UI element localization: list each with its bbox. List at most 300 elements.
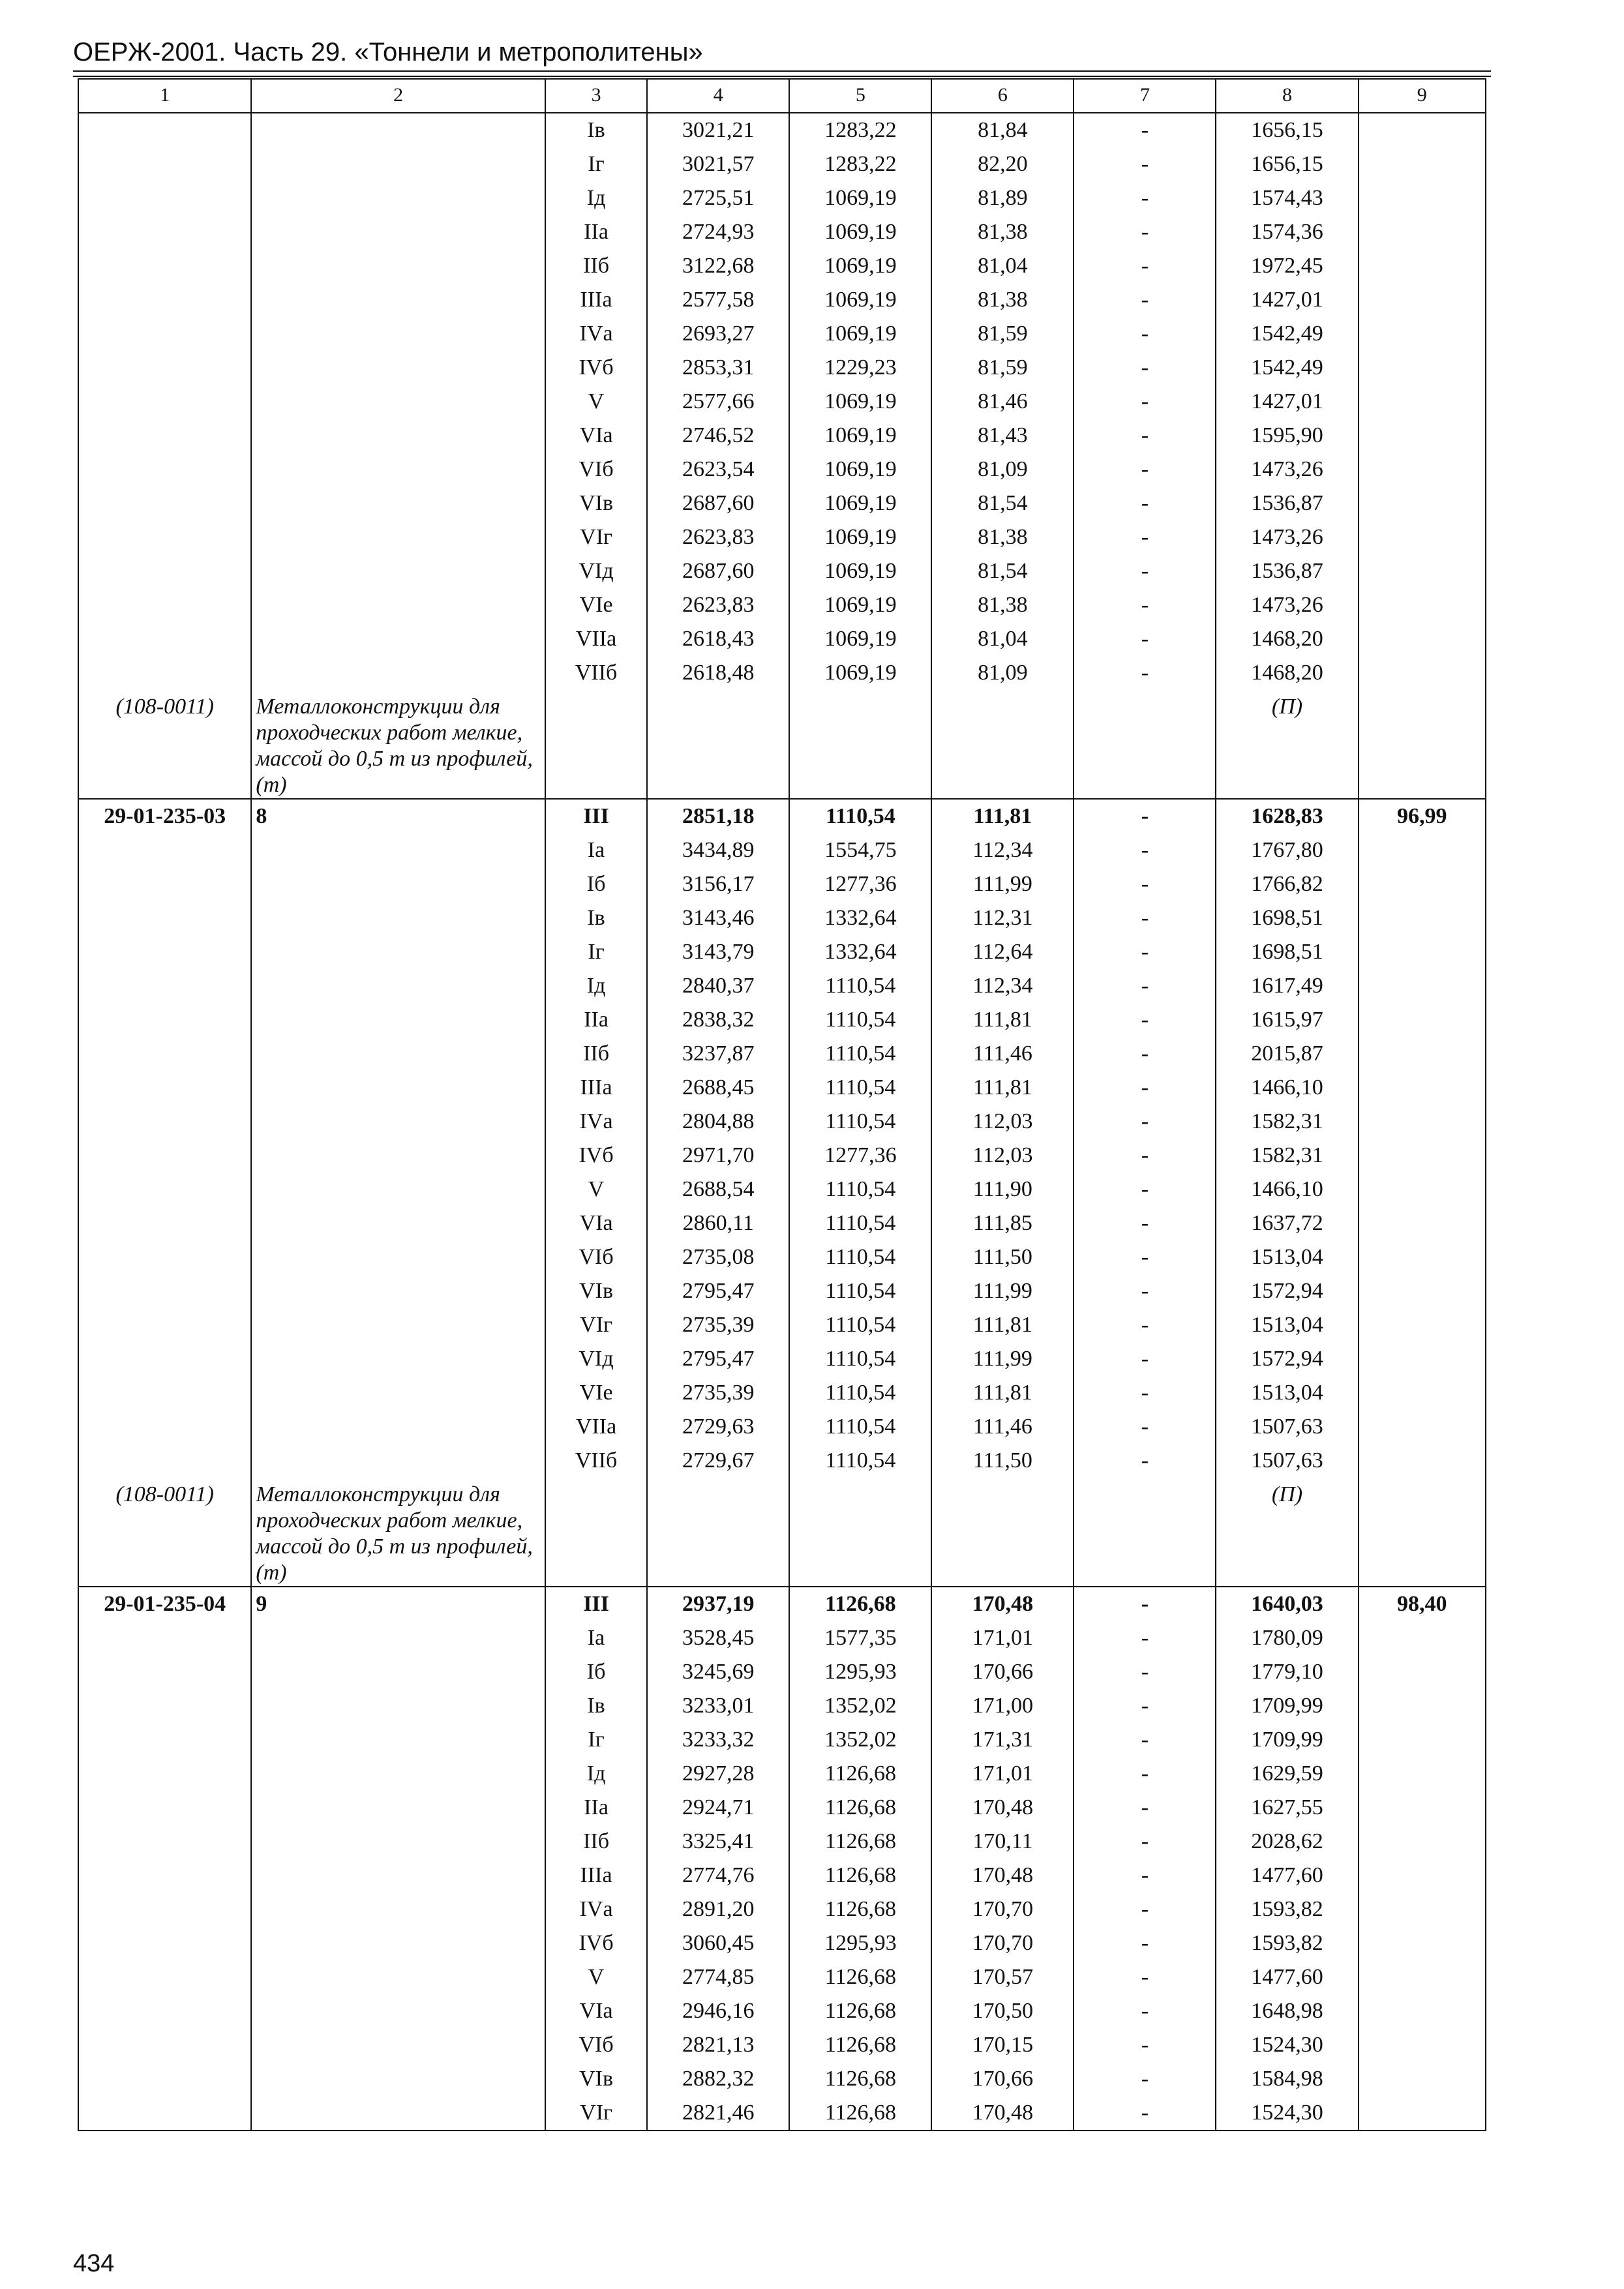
total-cell xyxy=(1359,1859,1486,1893)
value-cell: - xyxy=(1074,1105,1216,1139)
value-cell: 1069,19 xyxy=(789,385,931,419)
total-cell xyxy=(1359,2028,1486,2062)
value-cell: 1069,19 xyxy=(789,588,931,622)
value-cell: - xyxy=(1074,969,1216,1003)
total-cell xyxy=(1359,1376,1486,1410)
value-cell: 2795,47 xyxy=(647,1342,789,1376)
number-cell xyxy=(251,1825,545,1859)
value-cell: 1126,68 xyxy=(789,1960,931,1994)
value-cell: 3156,17 xyxy=(647,867,789,901)
value-cell: 1507,63 xyxy=(1216,1444,1358,1478)
number-cell xyxy=(251,249,545,283)
value-cell: 1126,68 xyxy=(789,1825,931,1859)
value-cell: 1110,54 xyxy=(789,1003,931,1037)
value-cell: 111,81 xyxy=(931,799,1074,833)
value-cell: 2821,46 xyxy=(647,2096,789,2131)
value-cell: 170,66 xyxy=(931,1655,1074,1689)
value-cell: VIа xyxy=(545,419,647,453)
value-cell: 1640,03 xyxy=(1216,1587,1358,1621)
table-row xyxy=(78,1206,1486,1240)
table-row xyxy=(78,249,1486,283)
value-cell: 1473,26 xyxy=(1216,453,1358,486)
table-row xyxy=(78,1139,1486,1173)
value-cell: 1069,19 xyxy=(789,656,931,690)
value-cell: 1427,01 xyxy=(1216,283,1358,317)
value-cell: - xyxy=(1074,833,1216,867)
value-cell: IIб xyxy=(545,1825,647,1859)
value-cell: 111,81 xyxy=(931,1071,1074,1105)
value-cell: 1126,68 xyxy=(789,2096,931,2131)
value-cell: 1110,54 xyxy=(789,1410,931,1444)
number-cell xyxy=(251,1342,545,1376)
value-cell: 2946,16 xyxy=(647,1994,789,2028)
code-cell xyxy=(78,147,251,181)
value-cell: 111,90 xyxy=(931,1173,1074,1206)
value-cell: 112,03 xyxy=(931,1139,1074,1173)
code-cell xyxy=(78,1723,251,1757)
value-cell: 2725,51 xyxy=(647,181,789,215)
value-cell: 1110,54 xyxy=(789,799,931,833)
value-cell: - xyxy=(1074,1173,1216,1206)
value-cell: 2688,54 xyxy=(647,1173,789,1206)
value-cell: 1709,99 xyxy=(1216,1689,1358,1723)
value-cell: VIе xyxy=(545,588,647,622)
total-cell xyxy=(1359,1621,1486,1655)
value-cell: 170,11 xyxy=(931,1825,1074,1859)
value-cell: IVа xyxy=(545,1893,647,1926)
value-cell: 171,31 xyxy=(931,1723,1074,1757)
value-cell: 171,01 xyxy=(931,1757,1074,1791)
value-cell: 1352,02 xyxy=(789,1689,931,1723)
value-cell: 3122,68 xyxy=(647,249,789,283)
code-cell xyxy=(78,1071,251,1105)
code-cell xyxy=(78,1689,251,1723)
value-cell: 81,09 xyxy=(931,656,1074,690)
value-cell: 1126,68 xyxy=(789,1994,931,2028)
value-cell: 1554,75 xyxy=(789,833,931,867)
number-cell xyxy=(251,1621,545,1655)
total-cell xyxy=(1359,453,1486,486)
value-cell: 1277,36 xyxy=(789,1139,931,1173)
number-cell xyxy=(251,969,545,1003)
code-cell xyxy=(78,520,251,554)
code-cell xyxy=(78,588,251,622)
section-header-row xyxy=(78,799,1486,833)
number-cell xyxy=(251,1173,545,1206)
value-cell: 1542,49 xyxy=(1216,351,1358,385)
number-cell xyxy=(251,2062,545,2096)
code-cell xyxy=(78,1274,251,1308)
value-cell: 1427,01 xyxy=(1216,385,1358,419)
value-cell: 2891,20 xyxy=(647,1893,789,1926)
header-rule xyxy=(73,70,1491,72)
code-cell xyxy=(78,249,251,283)
code-cell xyxy=(78,2096,251,2131)
value-cell: 1332,64 xyxy=(789,901,931,935)
number-cell xyxy=(251,1071,545,1105)
code-cell xyxy=(78,317,251,351)
number-cell xyxy=(251,215,545,249)
value-cell: - xyxy=(1074,317,1216,351)
code-cell xyxy=(78,453,251,486)
value-cell: VIIб xyxy=(545,1444,647,1478)
number-cell xyxy=(251,283,545,317)
cell xyxy=(1359,690,1486,799)
page-header: ОЕРЖ-2001. Часть 29. «Тоннели и метрополитены» xyxy=(73,38,703,67)
column-number: 5 xyxy=(789,79,931,113)
value-cell: 1698,51 xyxy=(1216,901,1358,935)
value-cell: IVб xyxy=(545,1139,647,1173)
value-cell: 1582,31 xyxy=(1216,1105,1358,1139)
value-cell: - xyxy=(1074,215,1216,249)
value-cell: 1110,54 xyxy=(789,1105,931,1139)
table-row xyxy=(78,486,1486,520)
resource-row xyxy=(78,1478,1486,1587)
code-cell xyxy=(78,419,251,453)
value-cell: 170,66 xyxy=(931,2062,1074,2096)
table-row xyxy=(78,385,1486,419)
value-cell: 1069,19 xyxy=(789,622,931,656)
table-row xyxy=(78,1105,1486,1139)
value-cell: 1069,19 xyxy=(789,283,931,317)
code-cell xyxy=(78,1960,251,1994)
value-cell: 111,81 xyxy=(931,1308,1074,1342)
value-cell: Iг xyxy=(545,147,647,181)
cell xyxy=(647,1478,789,1587)
table-row xyxy=(78,351,1486,385)
value-cell: 1110,54 xyxy=(789,1206,931,1240)
value-cell: 1277,36 xyxy=(789,867,931,901)
value-cell: 1709,99 xyxy=(1216,1723,1358,1757)
number-cell xyxy=(251,1376,545,1410)
value-cell: 1110,54 xyxy=(789,1342,931,1376)
value-cell: - xyxy=(1074,867,1216,901)
table-row xyxy=(78,867,1486,901)
table-row xyxy=(78,554,1486,588)
value-cell: 81,54 xyxy=(931,486,1074,520)
code-cell xyxy=(78,867,251,901)
table-row xyxy=(78,1723,1486,1757)
value-cell: 111,81 xyxy=(931,1003,1074,1037)
value-cell: 1627,55 xyxy=(1216,1791,1358,1825)
total-cell: 98,40 xyxy=(1359,1587,1486,1621)
code-cell: 29-01-235-04 xyxy=(78,1587,251,1621)
value-cell: 1536,87 xyxy=(1216,486,1358,520)
value-cell: 2937,19 xyxy=(647,1587,789,1621)
value-cell: - xyxy=(1074,2028,1216,2062)
table-row xyxy=(78,1342,1486,1376)
code-cell xyxy=(78,935,251,969)
value-cell: - xyxy=(1074,1376,1216,1410)
total-cell xyxy=(1359,2062,1486,2096)
value-cell: 2927,28 xyxy=(647,1757,789,1791)
number-cell xyxy=(251,1105,545,1139)
table-row xyxy=(78,1994,1486,2028)
number-cell xyxy=(251,2096,545,2131)
value-cell: 170,48 xyxy=(931,1587,1074,1621)
total-cell xyxy=(1359,1274,1486,1308)
value-cell: 112,34 xyxy=(931,969,1074,1003)
value-cell: VIв xyxy=(545,2062,647,2096)
value-cell: 82,20 xyxy=(931,147,1074,181)
total-cell xyxy=(1359,385,1486,419)
total-cell xyxy=(1359,351,1486,385)
value-cell: 1698,51 xyxy=(1216,935,1358,969)
value-cell: - xyxy=(1074,1655,1216,1689)
value-cell: - xyxy=(1074,1240,1216,1274)
value-cell: - xyxy=(1074,1410,1216,1444)
value-cell: 3021,21 xyxy=(647,113,789,147)
value-cell: IVб xyxy=(545,1926,647,1960)
value-cell: - xyxy=(1074,1003,1216,1037)
column-number-row xyxy=(78,79,1486,113)
value-cell: 2015,87 xyxy=(1216,1037,1358,1071)
code-cell xyxy=(78,1240,251,1274)
value-cell: - xyxy=(1074,1893,1216,1926)
column-number: 8 xyxy=(1216,79,1358,113)
value-cell: VIе xyxy=(545,1376,647,1410)
column-number: 2 xyxy=(251,79,545,113)
value-cell: 3325,41 xyxy=(647,1825,789,1859)
value-cell: 1295,93 xyxy=(789,1926,931,1960)
table-row xyxy=(78,113,1486,147)
value-cell: Iд xyxy=(545,181,647,215)
value-cell: 1069,19 xyxy=(789,317,931,351)
number-cell: 8 xyxy=(251,799,545,833)
value-cell: 1295,93 xyxy=(789,1655,931,1689)
value-cell: 1577,35 xyxy=(789,1621,931,1655)
code-cell xyxy=(78,1206,251,1240)
value-cell: III xyxy=(545,799,647,833)
code-cell xyxy=(78,113,251,147)
value-cell: - xyxy=(1074,351,1216,385)
total-cell xyxy=(1359,1723,1486,1757)
number-cell xyxy=(251,656,545,690)
resource-row xyxy=(78,690,1486,799)
number-cell xyxy=(251,1410,545,1444)
value-cell: 2623,83 xyxy=(647,588,789,622)
value-cell: VIб xyxy=(545,1240,647,1274)
value-cell: IIа xyxy=(545,1791,647,1825)
code-cell xyxy=(78,1757,251,1791)
value-cell: - xyxy=(1074,1139,1216,1173)
total-cell xyxy=(1359,1444,1486,1478)
value-cell: 3528,45 xyxy=(647,1621,789,1655)
column-number: 4 xyxy=(647,79,789,113)
table-row xyxy=(78,1926,1486,1960)
code-cell xyxy=(78,215,251,249)
value-cell: 2623,54 xyxy=(647,453,789,486)
total-cell: 96,99 xyxy=(1359,799,1486,833)
total-cell xyxy=(1359,867,1486,901)
value-cell: 1536,87 xyxy=(1216,554,1358,588)
value-cell: 2746,52 xyxy=(647,419,789,453)
value-cell: IVб xyxy=(545,351,647,385)
value-cell: - xyxy=(1074,588,1216,622)
code-cell xyxy=(78,2028,251,2062)
value-cell: 1332,64 xyxy=(789,935,931,969)
code-cell xyxy=(78,1994,251,2028)
value-cell: 1507,63 xyxy=(1216,1410,1358,1444)
code-cell xyxy=(78,486,251,520)
code-cell xyxy=(78,1037,251,1071)
value-cell: 2735,39 xyxy=(647,1376,789,1410)
value-cell: 170,57 xyxy=(931,1960,1074,1994)
value-cell: 1069,19 xyxy=(789,419,931,453)
number-cell xyxy=(251,1037,545,1071)
value-cell: VIв xyxy=(545,1274,647,1308)
value-cell: 3060,45 xyxy=(647,1926,789,1960)
value-cell: 2623,83 xyxy=(647,520,789,554)
total-cell xyxy=(1359,1825,1486,1859)
value-cell: - xyxy=(1074,1206,1216,1240)
value-cell: 112,34 xyxy=(931,833,1074,867)
value-cell: 2924,71 xyxy=(647,1791,789,1825)
code-cell xyxy=(78,1444,251,1478)
cell xyxy=(1359,1478,1486,1587)
value-cell: - xyxy=(1074,656,1216,690)
value-cell: 1582,31 xyxy=(1216,1139,1358,1173)
value-cell: 2618,48 xyxy=(647,656,789,690)
value-cell: 1513,04 xyxy=(1216,1308,1358,1342)
total-cell xyxy=(1359,181,1486,215)
code-cell xyxy=(78,1105,251,1139)
value-cell: 2971,70 xyxy=(647,1139,789,1173)
value-cell: Iг xyxy=(545,1723,647,1757)
value-cell: 1779,10 xyxy=(1216,1655,1358,1689)
total-cell xyxy=(1359,1994,1486,2028)
value-cell: 112,64 xyxy=(931,935,1074,969)
value-cell: 1656,15 xyxy=(1216,147,1358,181)
table-row xyxy=(78,1621,1486,1655)
price-table xyxy=(78,78,1486,2131)
value-cell: - xyxy=(1074,1859,1216,1893)
value-cell: 112,03 xyxy=(931,1105,1074,1139)
table-row xyxy=(78,588,1486,622)
cell xyxy=(545,690,647,799)
total-cell xyxy=(1359,656,1486,690)
value-cell: 1477,60 xyxy=(1216,1859,1358,1893)
value-cell: 1972,45 xyxy=(1216,249,1358,283)
value-cell: - xyxy=(1074,486,1216,520)
value-cell: VIг xyxy=(545,520,647,554)
number-cell xyxy=(251,622,545,656)
value-cell: 81,38 xyxy=(931,588,1074,622)
value-cell: Iв xyxy=(545,1689,647,1723)
cell xyxy=(1074,690,1216,799)
cell xyxy=(931,1478,1074,1587)
number-cell xyxy=(251,1003,545,1037)
value-cell: 1780,09 xyxy=(1216,1621,1358,1655)
number-cell xyxy=(251,1859,545,1893)
value-cell: IIб xyxy=(545,1037,647,1071)
resource-code: (108-0011) xyxy=(78,1478,251,1587)
value-cell: VIа xyxy=(545,1206,647,1240)
value-cell: VIб xyxy=(545,453,647,486)
value-cell: - xyxy=(1074,901,1216,935)
value-cell: V xyxy=(545,385,647,419)
value-cell: VIг xyxy=(545,1308,647,1342)
value-cell: 1352,02 xyxy=(789,1723,931,1757)
value-cell: 1595,90 xyxy=(1216,419,1358,453)
value-cell: Iд xyxy=(545,1757,647,1791)
table-row xyxy=(78,1655,1486,1689)
value-cell: - xyxy=(1074,1926,1216,1960)
value-cell: 1656,15 xyxy=(1216,113,1358,147)
total-cell xyxy=(1359,1689,1486,1723)
code-cell xyxy=(78,833,251,867)
total-cell xyxy=(1359,1240,1486,1274)
value-cell: - xyxy=(1074,935,1216,969)
number-cell xyxy=(251,1274,545,1308)
value-cell: 1126,68 xyxy=(789,2028,931,2062)
value-cell: - xyxy=(1074,1308,1216,1342)
total-cell xyxy=(1359,249,1486,283)
table-row xyxy=(78,147,1486,181)
table-row xyxy=(78,1859,1486,1893)
value-cell: IIIа xyxy=(545,1071,647,1105)
code-cell xyxy=(78,1926,251,1960)
value-cell: 1069,19 xyxy=(789,554,931,588)
number-cell xyxy=(251,1960,545,1994)
number-cell xyxy=(251,1757,545,1791)
value-cell: 1477,60 xyxy=(1216,1960,1358,1994)
table-row xyxy=(78,419,1486,453)
value-cell: 1615,97 xyxy=(1216,1003,1358,1037)
value-cell: 2840,37 xyxy=(647,969,789,1003)
value-cell: 1283,22 xyxy=(789,147,931,181)
total-cell xyxy=(1359,588,1486,622)
value-cell: 1069,19 xyxy=(789,215,931,249)
number-cell xyxy=(251,588,545,622)
value-cell: 81,09 xyxy=(931,453,1074,486)
value-cell: 81,46 xyxy=(931,385,1074,419)
total-cell xyxy=(1359,622,1486,656)
value-cell: 2774,76 xyxy=(647,1859,789,1893)
value-cell: 2804,88 xyxy=(647,1105,789,1139)
table-row xyxy=(78,1240,1486,1274)
value-cell: 1468,20 xyxy=(1216,622,1358,656)
value-cell: 1126,68 xyxy=(789,1587,931,1621)
table-row xyxy=(78,1071,1486,1105)
value-cell: 2838,32 xyxy=(647,1003,789,1037)
value-cell: 1513,04 xyxy=(1216,1240,1358,1274)
value-cell: 1283,22 xyxy=(789,113,931,147)
value-cell: - xyxy=(1074,147,1216,181)
total-cell xyxy=(1359,147,1486,181)
cell xyxy=(931,690,1074,799)
value-cell: 2577,58 xyxy=(647,283,789,317)
value-cell: 1617,49 xyxy=(1216,969,1358,1003)
value-cell: IIа xyxy=(545,1003,647,1037)
value-cell: 2028,62 xyxy=(1216,1825,1358,1859)
code-cell xyxy=(78,1376,251,1410)
code-cell xyxy=(78,1791,251,1825)
table-row xyxy=(78,2028,1486,2062)
value-cell: 1126,68 xyxy=(789,1791,931,1825)
total-cell xyxy=(1359,901,1486,935)
code-cell xyxy=(78,351,251,385)
value-cell: 1110,54 xyxy=(789,1240,931,1274)
code-cell xyxy=(78,1308,251,1342)
value-cell: 2735,39 xyxy=(647,1308,789,1342)
value-cell: IIIа xyxy=(545,1859,647,1893)
value-cell: - xyxy=(1074,181,1216,215)
value-cell: - xyxy=(1074,1342,1216,1376)
code-cell: 29-01-235-03 xyxy=(78,799,251,833)
value-cell: 1629,59 xyxy=(1216,1757,1358,1791)
resource-mark: (П) xyxy=(1216,1478,1358,1587)
